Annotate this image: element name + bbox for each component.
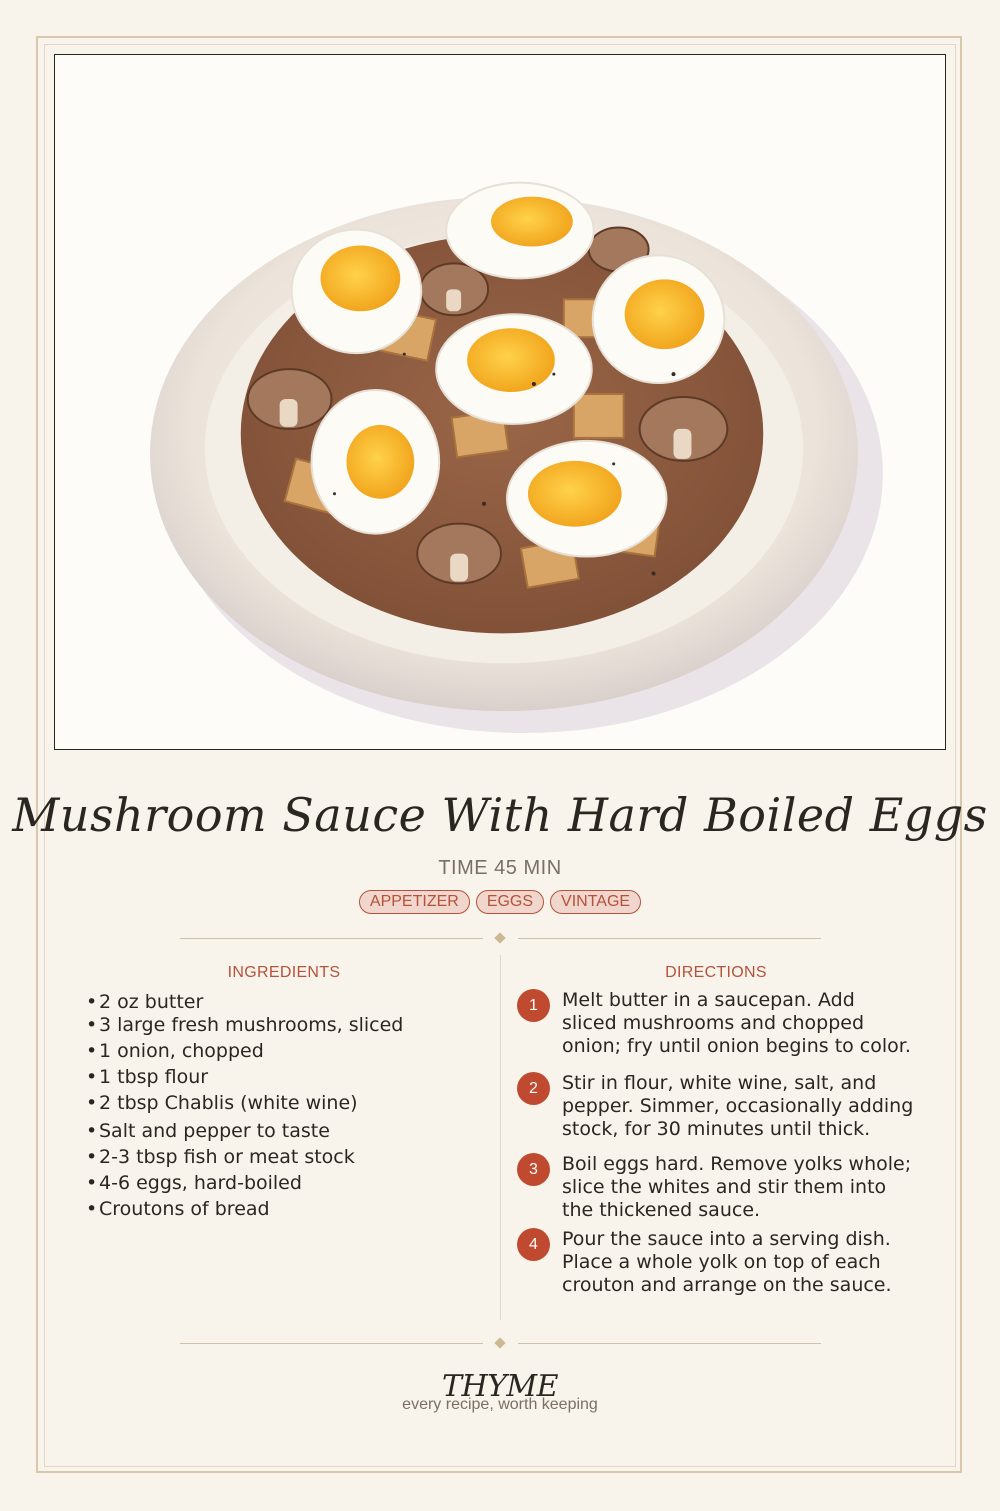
divider-bottom xyxy=(180,1336,821,1350)
cook-time: TIME 45 MIN xyxy=(438,857,562,879)
ingredient-item: •1 onion, chopped xyxy=(86,1040,264,1062)
step-number-badge: 2 xyxy=(517,1072,550,1105)
column-divider xyxy=(500,955,501,1320)
tag-eggs[interactable]: EGGS xyxy=(476,890,544,914)
recipe-photo xyxy=(54,54,946,750)
ingredient-item: •2 tbsp Chablis (white wine) xyxy=(86,1092,358,1114)
diamond-ornament-icon xyxy=(494,1337,505,1348)
ingredient-item: •3 large fresh mushrooms, sliced xyxy=(86,1014,404,1036)
ingredient-item: •2 oz butter xyxy=(86,991,204,1013)
step-number-badge: 1 xyxy=(517,989,550,1022)
step-text: Pour the sauce into a serving dish. Place a whole yolk on top of each crouton and arrange on the sauce. xyxy=(562,1228,892,1296)
step-text: Stir in flour, white wine, salt, and pepper. Simmer, occasionally adding stock, for 30 minutes until thick. xyxy=(562,1072,914,1140)
ingredient-item: •Salt and pepper to taste xyxy=(86,1120,330,1142)
tag-appetizer[interactable]: APPETIZER xyxy=(359,890,470,914)
recipe-title: Mushroom Sauce With Hard Boiled Eggs xyxy=(12,788,988,842)
directions-heading: DIRECTIONS xyxy=(665,964,767,981)
ingredient-item: •1 tbsp flour xyxy=(86,1066,209,1088)
ingredient-item: •4-6 eggs, hard-boiled xyxy=(86,1172,302,1194)
ingredient-item: •2-3 tbsp fish or meat stock xyxy=(86,1146,355,1168)
step-number-badge: 3 xyxy=(517,1153,550,1186)
divider-top xyxy=(180,931,821,945)
tag-list xyxy=(0,890,1000,914)
brand-logo: THYME xyxy=(441,1369,559,1404)
ingredients-heading: INGREDIENTS xyxy=(227,964,341,981)
brand-tagline: every recipe, worth keeping xyxy=(402,1396,598,1413)
ingredient-item: •Croutons of bread xyxy=(86,1198,270,1220)
tag-vintage[interactable]: VINTAGE xyxy=(550,890,641,914)
step-text: Boil eggs hard. Remove yolks whole; slice the whites and stir them into the thickened sauce. xyxy=(562,1153,912,1221)
step-number-badge: 4 xyxy=(517,1228,550,1261)
step-text: Melt butter in a saucepan. Add sliced mushrooms and chopped onion; fry until onion begins to color. xyxy=(562,989,911,1057)
diamond-ornament-icon xyxy=(494,932,505,943)
